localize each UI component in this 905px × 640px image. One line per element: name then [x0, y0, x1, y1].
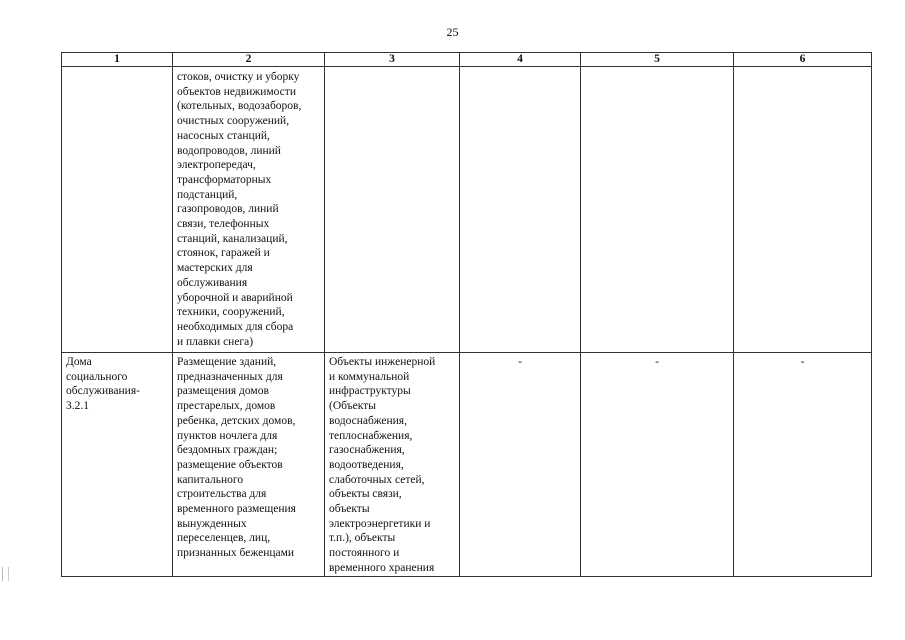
table-row — [62, 353, 872, 577]
page-number: 25 — [446, 25, 459, 39]
column-header-6: 6 — [734, 53, 872, 67]
cell-description: стоков, очистку и уборку объектов недвижимости (котельных, водозаборов, очистных сооружений, насосных станций, водопроводов, линий электропередач, трансформаторных подстанций, газопроводов, линий связи, телефонных станций, канализаций, стоянок, гаражей и мастерских для обслуживания уборочной и аварийной техники, сооружений, необходимых для сбора и плавки снега) — [173, 67, 325, 353]
column-header-2: 2 — [173, 53, 325, 67]
table-header-row — [62, 53, 872, 67]
column-header-3: 3 — [325, 53, 460, 67]
cell-col-5 — [581, 67, 734, 353]
table-row — [62, 67, 872, 353]
cell-col-4 — [460, 67, 581, 353]
cell-col-5: - — [581, 353, 734, 577]
cell-type-name: Дома социального обслуживания- 3.2.1 — [62, 353, 173, 577]
scan-margin-mark — [2, 567, 9, 581]
cell-description: Размещение зданий, предназначенных для размещения домов престарелых, домов ребенка, детских домов, пунктов ночлега для бездомных граждан; размещение объектов капитального строительства для временного размещения вынужденных переселенцев, лиц, признанных беженцами — [173, 353, 325, 577]
cell-col-4: - — [460, 353, 581, 577]
cell-auxiliary-uses: Объекты инженерной и коммунальной инфраструктуры (Объекты водоснабжения, теплоснабжения, газоснабжения, водоотведения, слаботочных сетей, объекты связи, объекты электроэнергетики и т.п.), объекты постоянного и временного хранения — [325, 353, 460, 577]
cell-type-name — [62, 67, 173, 353]
cell-auxiliary-uses — [325, 67, 460, 353]
column-header-5: 5 — [581, 53, 734, 67]
column-header-1: 1 — [62, 53, 173, 67]
zoning-table — [61, 52, 872, 577]
cell-col-6: - — [734, 353, 872, 577]
cell-col-6 — [734, 67, 872, 353]
column-header-4: 4 — [460, 53, 581, 67]
